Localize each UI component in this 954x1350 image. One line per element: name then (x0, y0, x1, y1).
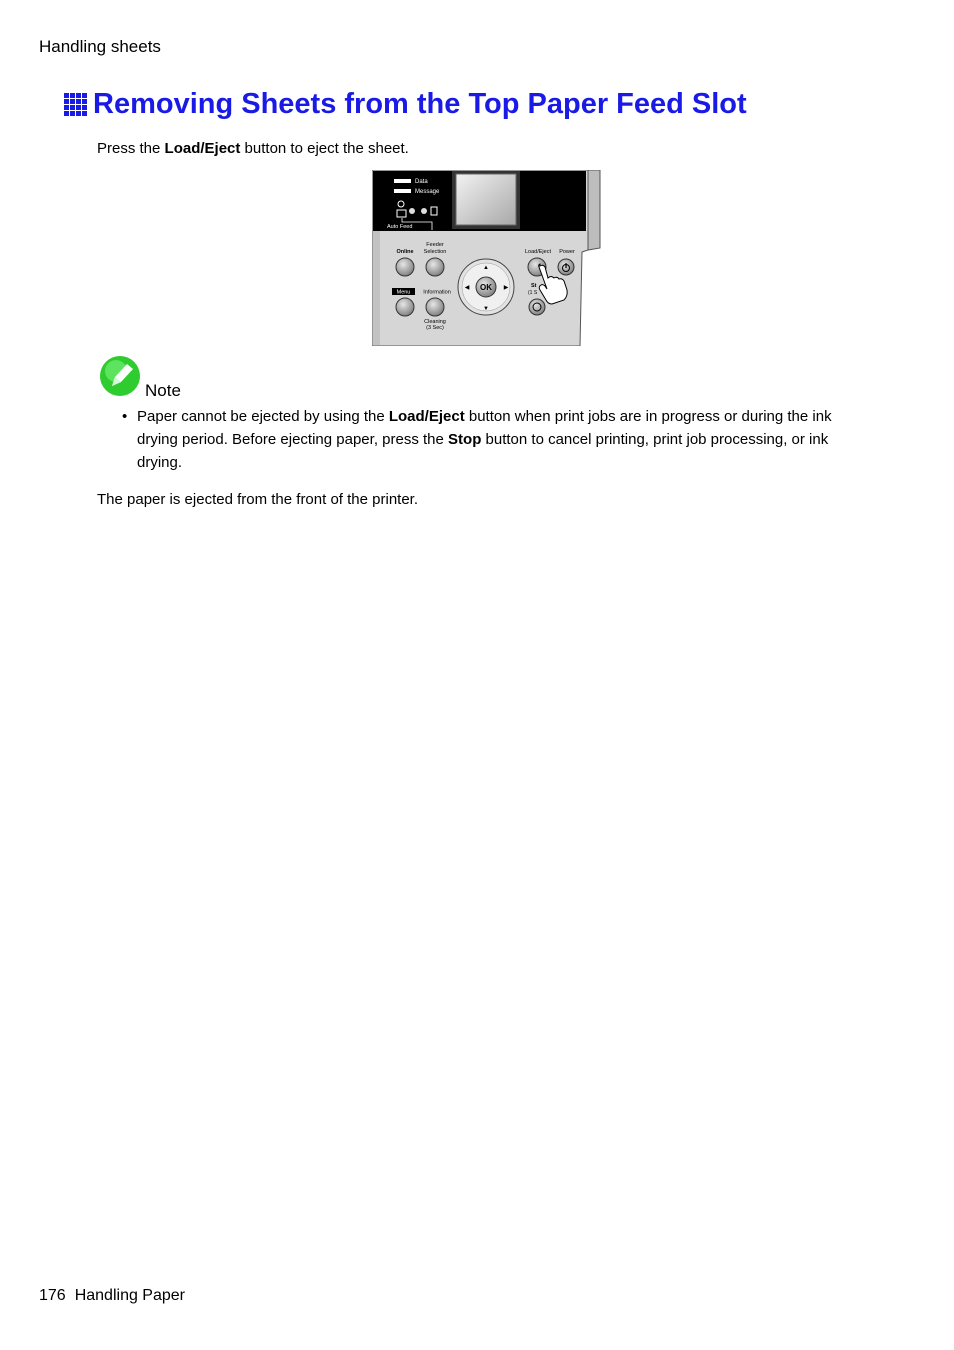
cleaning-duration-label: (3 Sec) (426, 325, 444, 331)
information-label: Information (423, 289, 451, 296)
menu-button[interactable] (396, 298, 414, 316)
online-button[interactable] (396, 258, 414, 276)
message-lamp-label: Message (415, 189, 440, 195)
note-pencil-icon (99, 356, 143, 398)
online-label: Online (396, 249, 414, 255)
data-lamp-label: Data (415, 179, 428, 185)
step-instruction: Press the Load/Eject button to eject the sheet. (97, 140, 409, 157)
stop-duration-label: (1 S (528, 290, 538, 296)
cleaning-label: Cleaning (424, 319, 446, 325)
grid-icon (64, 93, 88, 117)
auto-feed-label: Auto Feed (387, 224, 413, 230)
section-title: Removing Sheets from the Top Paper Feed Slot (93, 88, 747, 120)
control-panel-illustration (372, 170, 602, 346)
data-lamp-icon (394, 179, 411, 183)
right-arrow-icon[interactable]: ▶ (503, 285, 509, 291)
list-item: • Paper cannot be ejected by using the Load/Eject button when print jobs are in progress or during the ink drying period. Before ejecting paper, press the Stop button to cancel printing, print job processing, or ink drying. (120, 405, 870, 474)
result-text: The paper is ejected from the front of the printer. (97, 491, 419, 508)
down-arrow-icon[interactable]: ▼ (483, 306, 489, 312)
menu-label: Menu (396, 289, 411, 296)
load-eject-label: Load/Eject (525, 249, 551, 255)
feeder-selection-button[interactable] (426, 258, 444, 276)
ok-label: OK (480, 283, 492, 292)
footer-chapter: Handling Paper (74, 1287, 185, 1304)
roll-lamp-icon (409, 208, 415, 214)
power-label: Power (559, 249, 575, 255)
stop-label: St (531, 283, 537, 289)
left-arrow-icon[interactable]: ◀ (464, 285, 470, 291)
page-footer (39, 1287, 185, 1305)
page-number: 176 (39, 1287, 66, 1304)
sheet-lamp-icon (421, 208, 427, 214)
load-eject-button-ref: Load/Eject (164, 140, 241, 157)
running-header: Handling sheets (39, 37, 161, 56)
stop-button[interactable] (529, 299, 545, 315)
note-list (120, 405, 870, 474)
note-label: Note (145, 381, 181, 400)
section-heading (64, 88, 747, 121)
information-button[interactable] (426, 298, 444, 316)
up-arrow-icon[interactable]: ▲ (483, 265, 489, 271)
message-lamp-icon (394, 189, 411, 193)
selection-label: Selection (423, 249, 447, 255)
feeder-label: Feeder (426, 242, 444, 248)
